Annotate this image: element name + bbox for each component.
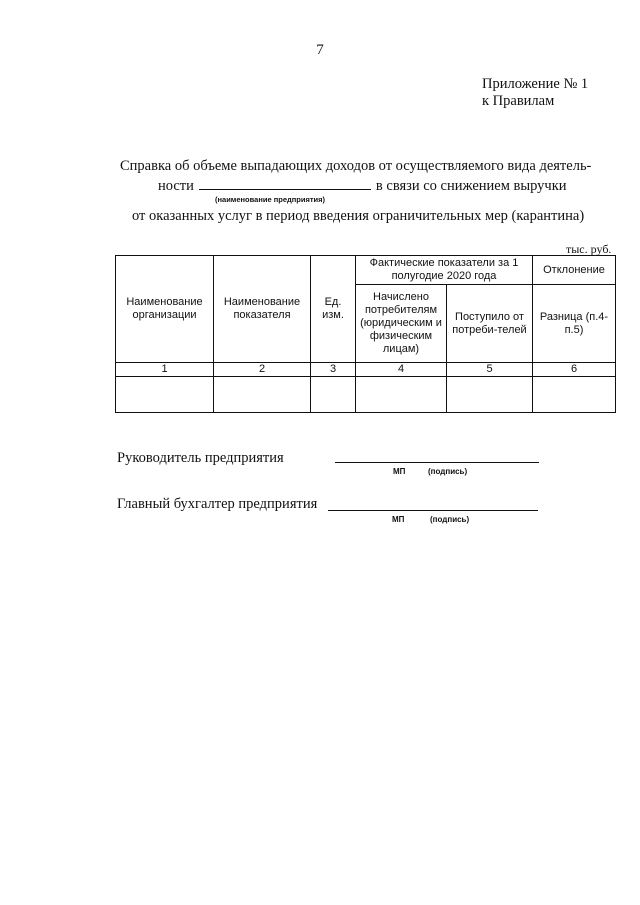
column-number: 1 [116,363,214,377]
head-sign-hint: (подпись) [428,467,468,476]
enterprise-name-blank[interactable] [199,177,371,190]
header-actual-group: Фактические показатели за 1 полугодие 2020 года [356,256,533,285]
column-number: 4 [356,363,447,377]
data-cell[interactable] [533,377,616,413]
accountant-signature-label: Главный бухгалтер предприятия [117,496,318,512]
header-received: Поступило от потреби-телей [447,285,533,363]
header-organization: Наименование организации [116,256,214,363]
title-line-3: от оказанных услуг в период введения ограничительных мер (карантина) [132,208,585,224]
column-number: 6 [533,363,616,377]
column-numbers-row [116,363,616,377]
column-number: 5 [447,363,533,377]
units-label: тыс. руб. [566,242,612,256]
header-deviation-group: Отклонение [533,256,616,285]
data-cell[interactable] [214,377,311,413]
header-indicator: Наименование показателя [214,256,311,363]
accountant-signature-line[interactable] [328,510,538,511]
data-cell[interactable] [311,377,356,413]
column-number: 2 [214,363,311,377]
header-difference: Разница (п.4-п.5) [533,285,616,363]
appendix-line-2: к Правилам [482,93,555,109]
accountant-stamp-label: МП [392,515,405,524]
data-cell[interactable] [116,377,214,413]
data-cell[interactable] [447,377,533,413]
head-signature-label: Руководитель предприятия [117,450,284,466]
title-line-2-start: ности [158,178,194,194]
head-signature-line[interactable] [335,462,539,463]
accountant-sign-hint: (подпись) [430,515,470,524]
header-accrued: Начислено потребителям (юридическим и физическим лицам) [356,285,447,363]
page-number: 7 [316,42,324,58]
data-row-empty [116,377,616,413]
header-unit: Ед. изм. [311,256,356,363]
column-number: 3 [311,363,356,377]
title-line-2 [158,177,567,195]
title-line-2-end: в связи со снижением выручки [375,178,567,194]
report-table [115,255,616,413]
title-line-1: Справка об объеме выпадающих доходов от осуществляемого вида деятель- [120,158,592,174]
appendix-line-1: Приложение № 1 [482,76,589,92]
head-stamp-label: МП [393,467,406,476]
appendix-header [482,76,588,110]
data-cell[interactable] [356,377,447,413]
enterprise-name-hint: (наименование предприятия) [215,195,326,204]
